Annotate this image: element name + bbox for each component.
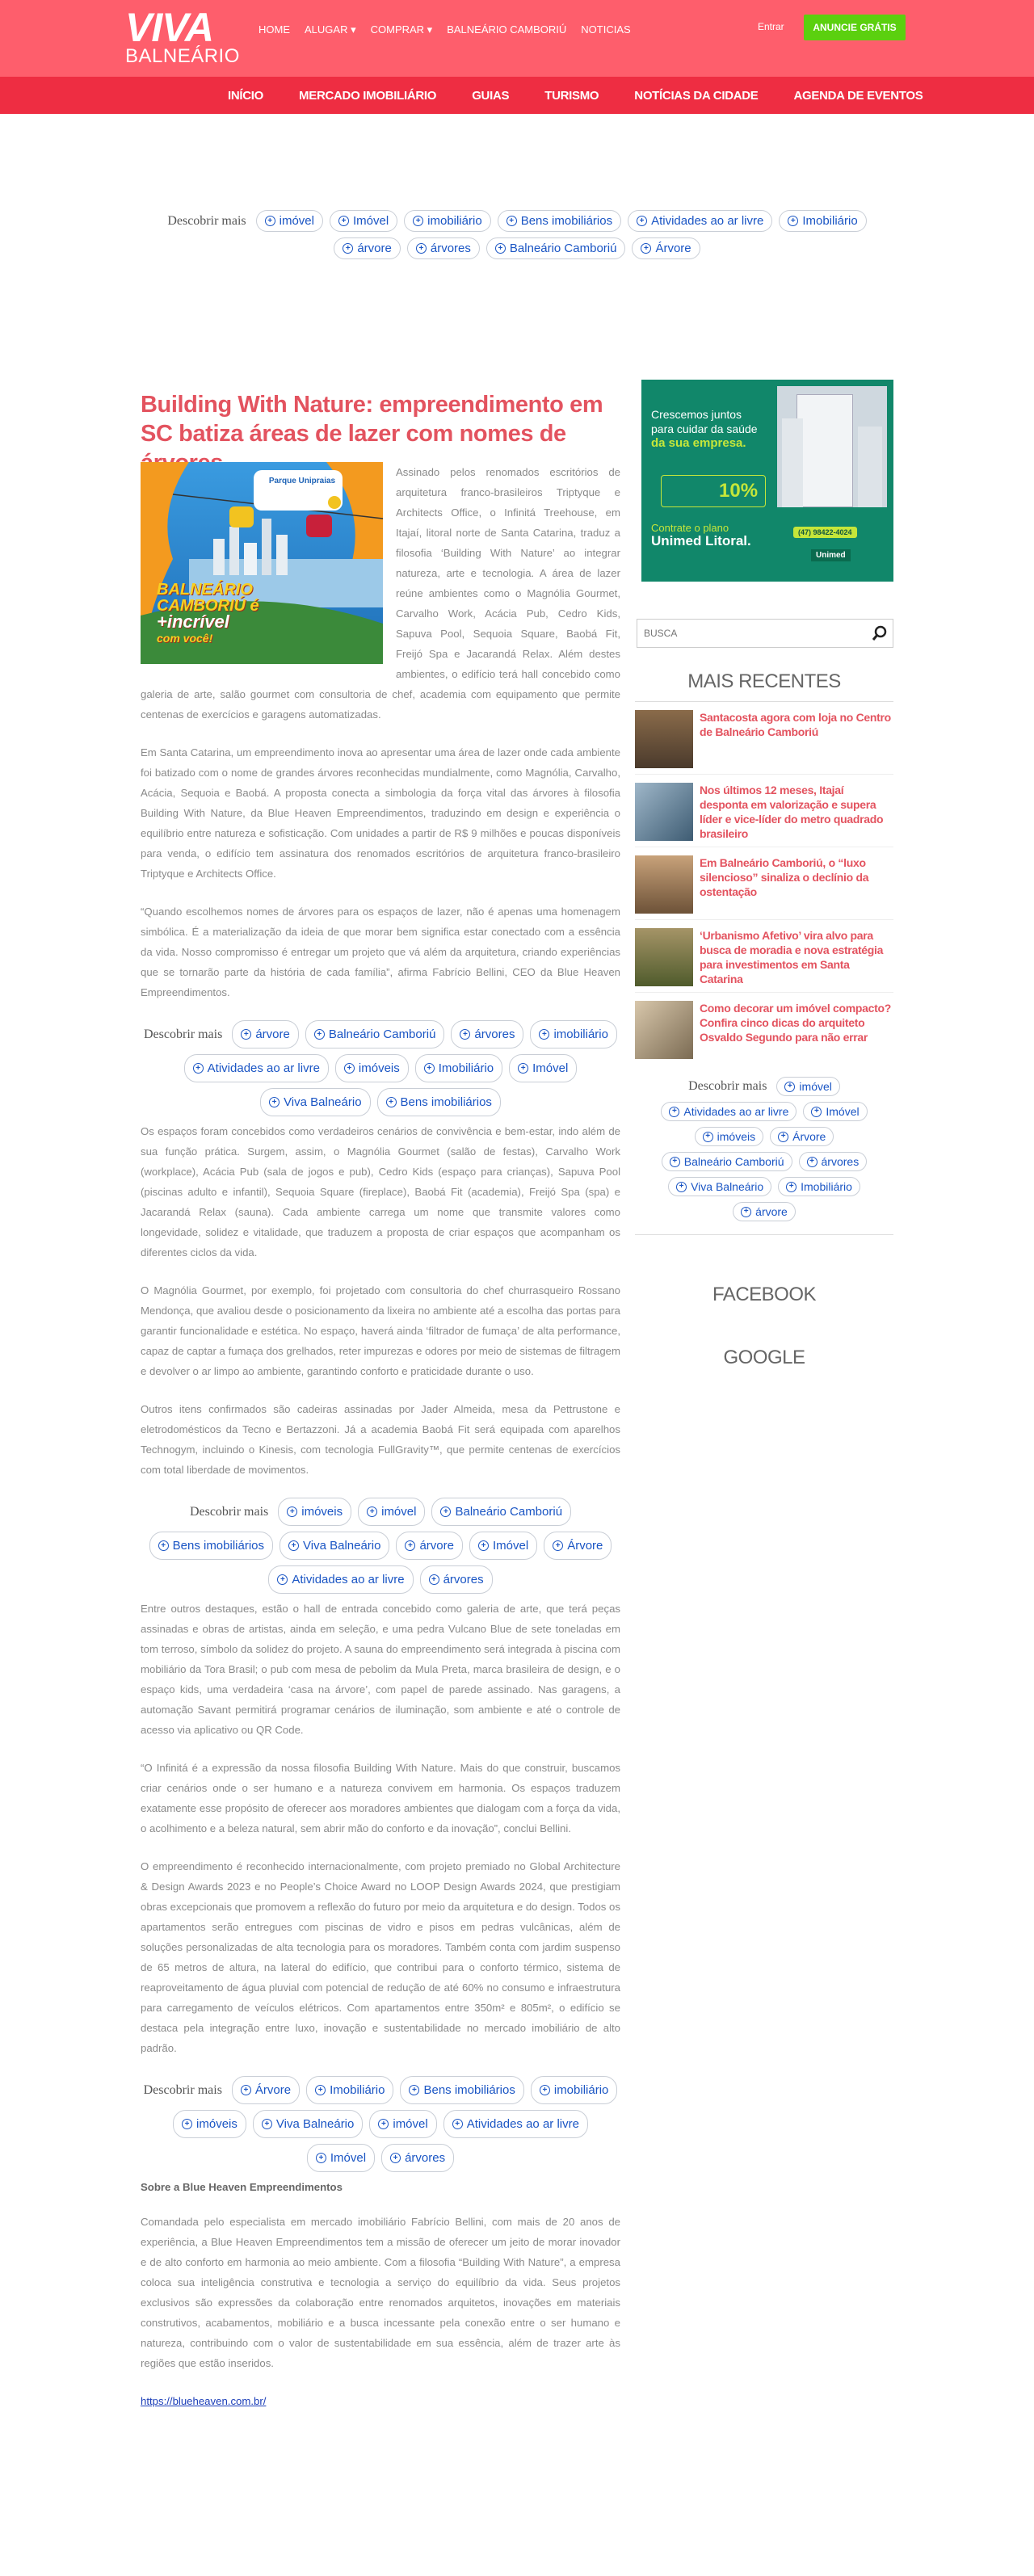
plus-circle-icon: + [378,2119,389,2129]
plus-circle-icon: + [518,1063,528,1074]
discover-pill-label: Árvore [254,2083,292,2097]
discover-pill-label: Balneário Camboriú [683,1155,784,1168]
discover-pill[interactable] [381,2144,454,2172]
ad-cta2: Unimed Litoral. [651,533,751,548]
discover-pill-label: imobiliário [553,1027,608,1041]
discover-inline-2 [141,1498,620,1594]
discover-pill-label: Bens imobiliários [400,1095,492,1109]
discover-pill-label: Árvore [655,242,691,255]
discover-pill[interactable] [530,1020,617,1048]
featured-image[interactable] [141,462,383,664]
discover-pill[interactable] [232,1020,299,1048]
discover-label: Descobrir mais [143,2083,222,2097]
plus-circle-icon: + [158,1540,169,1551]
plus-circle-icon: + [786,1182,797,1192]
image-line4: com você! [157,632,213,645]
plus-circle-icon: + [193,1063,204,1074]
discover-pill[interactable] [443,2110,588,2138]
plus-circle-icon: + [553,1540,563,1551]
discover-pill[interactable] [334,237,401,259]
discover-pill-label: Viva Balneário [275,2117,355,2131]
plus-circle-icon: + [460,1029,470,1040]
discover-pill[interactable] [268,1565,413,1594]
discover-pill[interactable] [358,1498,425,1526]
post-thumbnail [635,928,693,986]
google-title: GOOGLE [723,1347,805,1368]
post-thumbnail [635,710,693,768]
top-header [0,0,1034,77]
plus-circle-icon: + [788,216,798,226]
mainnav-inicio[interactable]: INÍCIO [228,88,264,103]
article-paragraph: Comandada pelo especialista em mercado imobiliário Fabrício Bellini, com mais de 20 anos de experiência, a Blue Heaven Empreendimentos tem a missão de oferecer um jeito de morar inovador e de alto conforto em harmonia ao meio ambiente. Com a filosofia “Building With Nature”, a empresa coloca sua inteligência construtiva e tecnologia a serviço do equilíbrio da vida. Seus projetos exclusivos são expressões da colaboração entre renomados arquitetos, inovações em materiais construtivos, acabamentos, mobiliário e a busca incessante pela conexão entre o ser humano e natureza, contribuindo com o valor de sustentabilidade em sua essência, além de trazer arte às regiões que estão inseridos. [141,2216,620,2369]
discover-pill[interactable] [628,210,772,232]
discover-pill-label: Imóvel [826,1105,860,1118]
discover-pill[interactable] [407,237,480,259]
search-input[interactable] [637,620,855,647]
discover-pill-label: árvores [430,242,471,255]
plus-circle-icon: + [452,2119,463,2129]
article-body [141,462,620,2429]
discover-pill[interactable] [335,1054,409,1082]
article-paragraph: Outros itens confirmados são cadeiras assinadas por Jader Almeida, mesa da Pettrustone e eletrodomésticos da Tecno e Bertazzoni. Já a academia Baobá Fit será equipada com aparelhos Technogym, incluindo o Kinesis, com tecnologia FullGravity™, que permite centenas de exercícios com total liberdade de movimentos. [141,1403,620,1476]
plus-circle-icon: + [670,1157,680,1167]
article-paragraph: “Quando escolhemos nomes de árvores para os espaços de lazer, não é apenas uma homenagem simbólica. É a materialização da ideia de que morar bem significa estar conectado com a essência da vida. Nosso compromisso é entregar um projeto que vá além da arquitetura, criando experiências que se tornarão parte da história de cada família”, afirma Fabrício Bellini, CEO da Blue Heaven Empreendimentos. [141,906,620,998]
recent-post[interactable] [635,702,893,775]
topnav-noticias[interactable]: NOTICIAS [581,23,631,36]
ad-phone: (47) 98422-4024 [793,527,857,538]
plus-circle-icon: + [641,243,651,254]
post-title[interactable]: Em Balneário Camboriú, o “luxo silencioso” sinaliza o declínio da ostentação [700,856,869,898]
discover-pill-label: Imóvel [532,1061,569,1075]
facebook-title: FACEBOOK [712,1284,817,1305]
plus-circle-icon: + [405,1540,415,1551]
ad-building-image [777,386,887,507]
discover-inline-3 [141,2076,620,2172]
discover-pill-label: árvores [443,1573,484,1586]
discover-pill[interactable] [778,1177,860,1196]
discover-pill[interactable] [369,2110,436,2138]
search-box [637,619,893,648]
discover-pill-label: Viva Balneário [284,1095,362,1109]
recent-post[interactable] [635,993,893,1065]
discover-pill-label: Árvore [567,1539,603,1553]
ad-line3: da sua empresa. [651,436,746,450]
discover-pill[interactable] [377,1088,501,1116]
logo-main-text: VIVA [125,5,213,50]
mainnav-noticias[interactable]: NOTÍCIAS DA CIDADE [634,88,759,103]
login-link[interactable]: Entrar [758,21,784,32]
post-thumbnail [635,783,693,841]
plus-circle-icon: + [429,1574,439,1585]
discover-pill[interactable] [486,237,626,259]
discover-pill[interactable] [668,1177,771,1196]
discover-label: Descobrir mais [189,1505,269,1519]
discover-pill-label: imobiliário [427,214,482,228]
main-nav [0,77,1034,114]
discover-pill-label: imóveis [717,1130,756,1143]
post-title[interactable]: Como decorar um imóvel compacto? Confira cinco dicas do arquiteto Osvaldo Segundo para não errar [700,1002,892,1044]
article-paragraph: “O Infinitá é a expressão da nossa filosofia Building With Nature. Mais do que construir, buscamos criar cenários onde o ser humano e a natureza convivem em harmonia. Os espaços traduzem exatamente esse propósito de oferecer aos moradores ambientes que dialogam com a força da vida, o acolhimento e a beleza natural, sem abrir mão do conforto e da inovação”, conclui Bellini. [141,1762,620,1834]
plus-circle-icon: + [277,1574,288,1585]
ad-line2: para cuidar da saúde [651,422,758,435]
discover-pill-label: Árvore [792,1130,826,1143]
discover-pill[interactable] [662,1152,792,1171]
discover-pill-label: Atividades ao ar livre [207,1061,320,1075]
recent-post[interactable] [635,847,893,920]
divider [635,1234,893,1235]
image-brand-text: Parque Unipraias [268,477,336,485]
discover-pill[interactable] [632,237,700,259]
plus-circle-icon: + [416,243,427,254]
discover-pill-label: Imobiliário [802,214,858,228]
recent-title: MAIS RECENTES [687,670,841,692]
plus-circle-icon: + [676,1182,687,1192]
post-title[interactable]: ‘Urbanismo Afetivo’ vira alvo para busca de moradia e nova estratégia para investimentos em Santa Catarina [700,929,884,985]
search-icon[interactable] [872,625,888,641]
plus-circle-icon: + [440,1507,451,1517]
discover-pill[interactable] [420,1565,493,1594]
article-paragraph: Assinado pelos renomados escritórios de arquitetura franco-brasileiros Triptyque e Architects Office, o Infinitá Treehouse, em Itajaí, litoral norte de Santa Catarina, traduz a filosofia ‘Building With Nature’ ao integrar natureza, arte e tecnologia. A área de lazer reúne ambientes como o Magnólia Gourmet, Carvalho Work, Acácia Pub, Cedro Kids, Sapuva Pool, Sequoia Square, Baobá Fit, Freijó Spa e Jacarandá Relax. Além destes ambientes, o edifício terá hall concebido como galeria de arte, salão gourmet com consultoria de chef, academia com equipamento que permite centenas de exercícios e garagens automatizadas. [141,466,620,721]
discover-pill[interactable] [733,1202,796,1221]
discover-pill[interactable] [149,1532,273,1560]
logo-sub-text: BALNEÁRIO [125,45,240,67]
plus-circle-icon: + [637,216,647,226]
discover-pill[interactable] [232,2076,300,2104]
post-thumbnail [635,1001,693,1059]
plus-circle-icon: + [338,216,349,226]
plus-circle-icon: + [495,243,506,254]
discover-pill[interactable] [544,1532,612,1560]
sidebar [635,380,893,1369]
discover-pill-label: Imobiliário [801,1180,852,1193]
discover-pill[interactable] [260,1088,370,1116]
discover-pill[interactable] [415,1054,502,1082]
recent-post[interactable] [635,920,893,993]
discover-pill-label: Atividades ao ar livre [683,1105,789,1118]
discover-pill-label: imobiliário [553,2083,609,2097]
topnav-comprar[interactable]: COMPRAR ▾ [370,23,433,36]
discover-pill[interactable] [776,1077,839,1096]
mainnav-guias[interactable]: GUIAS [472,88,510,103]
discover-pill[interactable] [531,2076,618,2104]
article-paragraph: Os espaços foram concebidos como verdadeiros cenários de convivência e bem-estar, indo além de sua função prática. Surgem, assim, o Magnólia Gourmet (salão de festas), Carvalho Work (workplace), Acácia Pub (sala de jogos e pub), Cedro Kids (espaço para crianças), Sapuva Pool (piscinas adulto e infantil), Sequoia Square (fireplace), Baobá Fit (academia), Freijó Spa (spa) e Jacarandá Relax (sauna). Cada ambiente carrega um nome que transmite valores como longevidade, solidez e vitalidade, que traduzem a proposta de criar espaços que acompanham os diferentes ciclos da vida. [141,1125,620,1259]
discover-pill[interactable] [184,1054,329,1082]
post-title[interactable]: Santacosta agora com loja no Centro de Balneário Camboriú [700,711,891,738]
discover-pill-label: Atividades ao ar livre [651,214,764,228]
image-line1: BALNEÁRIO [157,581,253,599]
plus-circle-icon: + [314,1029,325,1040]
discover-pill[interactable] [770,1127,834,1146]
site-logo[interactable] [125,5,240,69]
discover-pill-label: imóvel [381,1505,417,1519]
plus-circle-icon: + [269,1097,280,1107]
discover-pill-label: Bens imobiliários [423,2083,515,2097]
mainnav-agenda[interactable]: AGENDA DE EVENTOS [793,88,923,103]
plus-circle-icon: + [413,216,423,226]
article-title: Building With Nature: empreendimento em SC batiza áreas de lazer com nomes de [141,392,603,447]
discover-pill-label: imóvel [393,2117,428,2131]
plus-circle-icon: + [390,2153,401,2163]
plus-circle-icon: + [539,1029,549,1040]
discover-pill-label: imóveis [301,1505,343,1519]
discover-pill[interactable] [253,2110,363,2138]
discover-pill[interactable] [278,1498,351,1526]
discover-pill[interactable] [799,1152,868,1171]
plus-circle-icon: + [703,1132,713,1142]
plus-circle-icon: + [540,2085,550,2095]
ad-line1: Crescemos juntos [651,408,742,421]
advertise-button[interactable]: ANUNCIE GRÁTIS [804,15,906,40]
discover-pill-label: árvore [255,1027,290,1041]
plus-circle-icon: + [262,2119,272,2129]
discover-pill[interactable] [404,210,491,232]
discover-top [137,210,897,259]
plus-circle-icon: + [807,1157,818,1167]
mainnav-mercado[interactable]: MERCADO IMOBILIÁRIO [299,88,437,103]
article-paragraph: Em Santa Catarina, um empreendimento inova ao apresentar uma área de lazer onde cada ambiente foi batizado com o nome de grandes árvores reconhecidas mundialmente, como Magnólia, Carvalho, Acácia, Sequoia e Baobá. A proposta conecta a simbologia da força vital das árvores à filosofia Building With Nature, da Blue Heaven Empreendimentos, traduzindo em design e experiência o equilíbrio entre natureza e sofisticação. Com unidades a partir de R$ 9 milhões e poucas disponíveis para venda, o edifício tem assinatura dos renomados escritórios de arquitetura franco-brasileiro Triptyque e Architects Office. [141,746,620,880]
plus-circle-icon: + [741,1207,751,1217]
plus-circle-icon: + [315,2085,326,2095]
discover-pill-label: Bens imobiliários [520,214,613,228]
plus-circle-icon: + [478,1540,489,1551]
plus-circle-icon: + [367,1507,377,1517]
discover-pill-label: Bens imobiliários [172,1539,265,1553]
about-title: Sobre a Blue Heaven Empreendimentos [141,2181,343,2193]
discover-pill[interactable] [803,1102,867,1121]
discover-pill[interactable] [173,2110,246,2138]
discover-pill[interactable] [400,2076,523,2104]
article-paragraph: Entre outros destaques, estão o hall de entrada concebido como galeria de arte, que terá peças assinadas e obras de artistas, ainda em seleção, e uma pedra Vulcano Blue de sete toneladas em tom terroso, símbolo da solidez do projeto. A sauna do empreendimento será integrada à piscina com mobiliário da Tora Brasil; o pub com mesa de pebolim da Mula Preta, marca brasileira de design, e o espaço kids, uma verdadeira ‘casa na árvore’, com papel de parede assinado. Nas garagens, a automação Savant permitirá programar cenários de iluminação, som ambiente e até o controle de acesso via aplicativo ou QR Code. [141,1603,620,1736]
plus-circle-icon: + [316,2153,326,2163]
post-thumbnail [635,855,693,914]
discover-pill-label: Imobiliário [330,2083,385,2097]
discover-pill-label: imóvel [279,214,314,228]
discover-pill[interactable] [396,1532,463,1560]
discover-pill-label: Atividades ao ar livre [292,1573,405,1586]
discover-pill-label: Imóvel [352,214,389,228]
discover-label: Descobrir mais [144,1027,223,1041]
plus-circle-icon: + [265,216,275,226]
discover-label: Descobrir mais [167,213,246,228]
top-nav [258,23,631,36]
plus-circle-icon: + [424,1063,435,1074]
plus-circle-icon: + [778,1132,788,1142]
plus-circle-icon: + [811,1107,822,1117]
image-line2: CAMBORIÚ é [157,597,259,615]
plus-circle-icon: + [287,1507,297,1517]
plus-circle-icon: + [344,1063,355,1074]
discover-pill-label: Atividades ao ar livre [466,2117,579,2131]
discover-pill-label: Imóvel [330,2151,367,2165]
discover-pill-label: árvore [419,1539,454,1553]
plus-circle-icon: + [241,1029,251,1040]
discover-pill-label: árvores [821,1155,860,1168]
plus-circle-icon: + [182,2119,192,2129]
discover-pill[interactable] [661,1102,797,1121]
discover-pill[interactable] [305,1020,445,1048]
discover-inline-1 [141,1020,620,1116]
discover-pill[interactable] [256,210,323,232]
discover-pill-label: árvores [405,2151,446,2165]
ad-banner[interactable] [641,380,893,582]
discover-pill-label: árvores [474,1027,515,1041]
discover-pill-label: Balneário Camboriú [455,1505,563,1519]
plus-circle-icon: + [669,1107,679,1117]
discover-pill-label: imóveis [196,2117,237,2131]
plus-circle-icon: + [784,1082,795,1092]
discover-pill[interactable] [280,1532,389,1560]
article-paragraph: O Magnólia Gourmet, por exemplo, foi projetado com consultoria do chef churrasqueiro Rossano Mendonça, que avaliou desde o posicionamento da lixeira no ambiente até a escolha das portas para garantir funcionalidade e estética. No espaço, haverá ainda ‘filtrador de fumaça’ de alta performance, capaz de captar a fumaça dos grelhados, reter impurezas e odores por meio de sistemas de filtragem e devolver o ar limpo ao ambiente, garantindo conforto e praticidade durante o uso. [141,1284,620,1377]
plus-circle-icon: + [288,1540,299,1551]
discover-pill[interactable] [306,2076,393,2104]
discover-pill[interactable] [509,1054,577,1082]
topnav-alugar[interactable]: ALUGAR ▾ [305,23,356,36]
ad-percent: 10% [719,480,759,502]
image-line3: +incrível [157,611,229,632]
plus-circle-icon: + [343,243,353,254]
ad-brand: Unimed [811,549,851,561]
discover-pill-label: árvore [357,242,392,255]
discover-pill-label: Viva Balneário [303,1539,381,1553]
external-link[interactable]: https://blueheaven.com.br/ [141,2395,267,2407]
topnav-home[interactable]: HOME [258,23,290,36]
ad-cta1: Contrate o plano [651,522,729,534]
discover-pill-label: Imobiliário [438,1061,494,1075]
discover-pill[interactable] [451,1020,523,1048]
discover-pill-label: árvore [755,1205,788,1218]
discover-pill[interactable] [469,1532,537,1560]
discover-pill[interactable] [779,210,866,232]
discover-pill-label: Balneário Camboriú [509,242,617,255]
article-paragraph: O empreendimento é reconhecido internacionalmente, com projeto premiado no Global Architecture & Design Awards 2023 e no People’s Choice Award no LOOP Design Awards 2024, que prestigiam obras excepcionais que promovem a reflexão do futuro por meio da arquitetura e do design. Todos os apartamentos serão entregues com piscinas de vidro e pisos em pedras vulcânicas, além de soluções personalizadas de alta tecnologia para os moradores. Também conta com jardim suspenso de 65 metros de altura, na lateral do edifício, que contribui para o conforto térmico, sistema de reaproveitamento de água pluvial com potencial de redução de até 60% no consumo e infraestrutura para carregamento de veículos elétricos. Com apartamentos entre 350m² e 805m², o edifício se destaca pela integração entre luxo, inovação e sustentabilidade no mercado imobiliário de alto padrão. [141,1860,620,2054]
discover-pill-label: imóveis [358,1061,400,1075]
discover-pill[interactable] [307,2144,375,2172]
discover-label: Descobrir mais [688,1079,767,1093]
discover-pill-label: Imóvel [493,1539,529,1553]
plus-circle-icon: + [409,2085,419,2095]
recent-post[interactable] [635,775,893,847]
discover-pill[interactable] [431,1498,571,1526]
topnav-balneario[interactable]: BALNEÁRIO CAMBORIÚ [447,23,567,36]
plus-circle-icon: + [506,216,517,226]
plus-circle-icon: + [241,2085,251,2095]
discover-pill-label: Viva Balneário [691,1180,764,1193]
discover-pill[interactable] [695,1127,763,1146]
discover-pill-label: imóvel [799,1080,832,1093]
discover-pill[interactable] [498,210,621,232]
discover-sidebar [635,1077,893,1221]
discover-pill[interactable] [330,210,397,232]
mainnav-turismo[interactable]: TURISMO [544,88,599,103]
discover-pill-label: Balneário Camboriú [328,1027,436,1041]
plus-circle-icon: + [386,1097,397,1107]
post-title[interactable]: Nos últimos 12 meses, Itajaí desponta em valorização e supera líder e vice-líder do metro quadrado brasileiro [700,784,884,840]
